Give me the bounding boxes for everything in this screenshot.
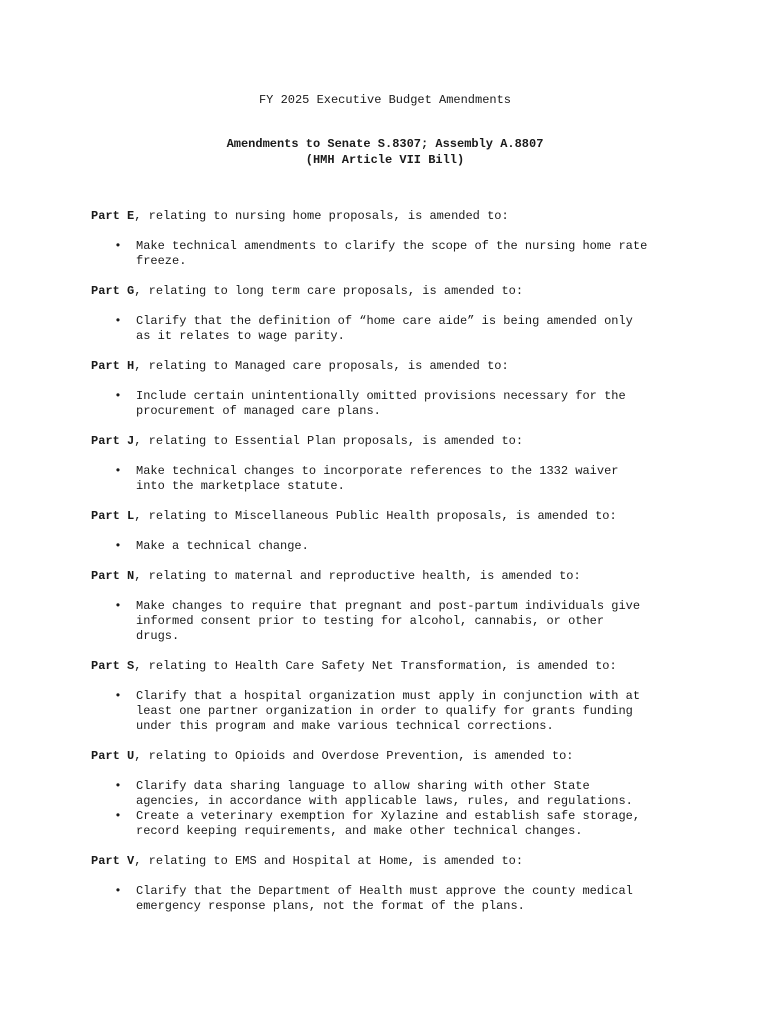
bullet-text: Make technical changes to incorporate references to the 1332 waiver into the marketplace statute. xyxy=(136,464,619,493)
bullet-list xyxy=(91,599,691,644)
part-description: , relating to EMS and Hospital at Home, is amended to: xyxy=(134,854,524,868)
bullet-text: Clarify that a hospital organization must apply in conjunction with at least one partner organization in order to qualify for grants funding under this program and make various technical corrections. xyxy=(136,689,641,733)
bullet-text: Make a technical change. xyxy=(136,539,309,553)
part-description: , relating to Health Care Safety Net Transformation, is amended to: xyxy=(134,659,617,673)
part-heading xyxy=(91,853,691,869)
part-heading xyxy=(91,433,691,449)
bullet-item xyxy=(91,314,691,344)
part-heading xyxy=(91,358,691,374)
amendments-list xyxy=(91,208,691,928)
subtitle-line-2: (HMH Article VII Bill) xyxy=(305,153,465,167)
bullet-item xyxy=(91,884,691,914)
bullet-list xyxy=(91,314,691,344)
amendment-section xyxy=(91,748,691,839)
bullet-text: Clarify data sharing language to allow sharing with other State agencies, in accordance with applicable laws, rules, and regulations. xyxy=(136,779,633,808)
part-description: , relating to Essential Plan proposals, is amended to: xyxy=(134,434,524,448)
part-label: Part L xyxy=(91,509,135,523)
bullet-icon: • xyxy=(114,689,122,703)
part-description: , relating to maternal and reproductive health, is amended to: xyxy=(134,569,581,583)
bullet-icon: • xyxy=(114,599,122,613)
amendment-section xyxy=(91,358,691,419)
bullet-icon: • xyxy=(114,779,122,793)
bullet-item xyxy=(91,599,691,644)
document-subtitle xyxy=(0,136,770,168)
part-label: Part U xyxy=(91,749,135,763)
bullet-list xyxy=(91,689,691,734)
bullet-list xyxy=(91,884,691,914)
part-label: Part N xyxy=(91,569,135,583)
amendment-section xyxy=(91,433,691,494)
bullet-item xyxy=(91,239,691,269)
document-title: FY 2025 Executive Budget Amendments xyxy=(258,93,512,107)
part-label: Part V xyxy=(91,854,135,868)
bullet-icon: • xyxy=(114,539,122,553)
bullet-text: Create a veterinary exemption for Xylazine and establish safe storage, record keeping requirements, and make other technical changes. xyxy=(136,809,641,838)
part-heading xyxy=(91,508,691,524)
part-heading xyxy=(91,283,691,299)
amendment-section xyxy=(91,658,691,734)
bullet-text: Clarify that the definition of “home care aide” is being amended only as it relates to wage parity. xyxy=(136,314,633,343)
bullet-list xyxy=(91,389,691,419)
amendment-section xyxy=(91,283,691,344)
part-label: Part S xyxy=(91,659,135,673)
amendment-section xyxy=(91,508,691,554)
bullet-icon: • xyxy=(114,239,122,253)
part-description: , relating to nursing home proposals, is amended to: xyxy=(134,209,509,223)
part-heading xyxy=(91,748,691,764)
bullet-item xyxy=(91,779,691,809)
part-description: , relating to long term care proposals, is amended to: xyxy=(134,284,524,298)
bullet-icon: • xyxy=(114,314,122,328)
part-heading xyxy=(91,658,691,674)
bullet-item xyxy=(91,539,691,554)
bullet-list xyxy=(91,539,691,554)
part-description: , relating to Miscellaneous Public Health proposals, is amended to: xyxy=(134,509,617,523)
bullet-icon: • xyxy=(114,464,122,478)
bullet-list xyxy=(91,779,691,839)
bullet-item xyxy=(91,389,691,419)
bullet-item xyxy=(91,464,691,494)
part-label: Part E xyxy=(91,209,135,223)
bullet-text: Include certain unintentionally omitted provisions necessary for the procurement of managed care plans. xyxy=(136,389,626,418)
amendment-section xyxy=(91,853,691,914)
bullet-icon: • xyxy=(114,884,122,898)
bullet-list xyxy=(91,239,691,269)
bullet-item xyxy=(91,809,691,839)
bullet-icon: • xyxy=(114,809,122,823)
bullet-text: Make technical amendments to clarify the scope of the nursing home rate freeze. xyxy=(136,239,648,268)
bullet-text: Clarify that the Department of Health must approve the county medical emergency response plans, not the format of the plans. xyxy=(136,884,633,913)
subtitle-line-1: Amendments to Senate S.8307; Assembly A.8807 xyxy=(226,137,544,151)
bullet-text: Make changes to require that pregnant and post-partum individuals give informed consent prior to testing for alcohol, cannabis, or other drugs. xyxy=(136,599,641,643)
part-label: Part G xyxy=(91,284,135,298)
amendment-section xyxy=(91,568,691,644)
part-label: Part J xyxy=(91,434,135,448)
part-heading xyxy=(91,568,691,584)
amendment-section xyxy=(91,208,691,269)
part-label: Part H xyxy=(91,359,135,373)
part-description: , relating to Opioids and Overdose Prevention, is amended to: xyxy=(134,749,574,763)
bullet-item xyxy=(91,689,691,734)
part-heading xyxy=(91,208,691,224)
bullet-list xyxy=(91,464,691,494)
part-description: , relating to Managed care proposals, is amended to: xyxy=(134,359,509,373)
bullet-icon: • xyxy=(114,389,122,403)
